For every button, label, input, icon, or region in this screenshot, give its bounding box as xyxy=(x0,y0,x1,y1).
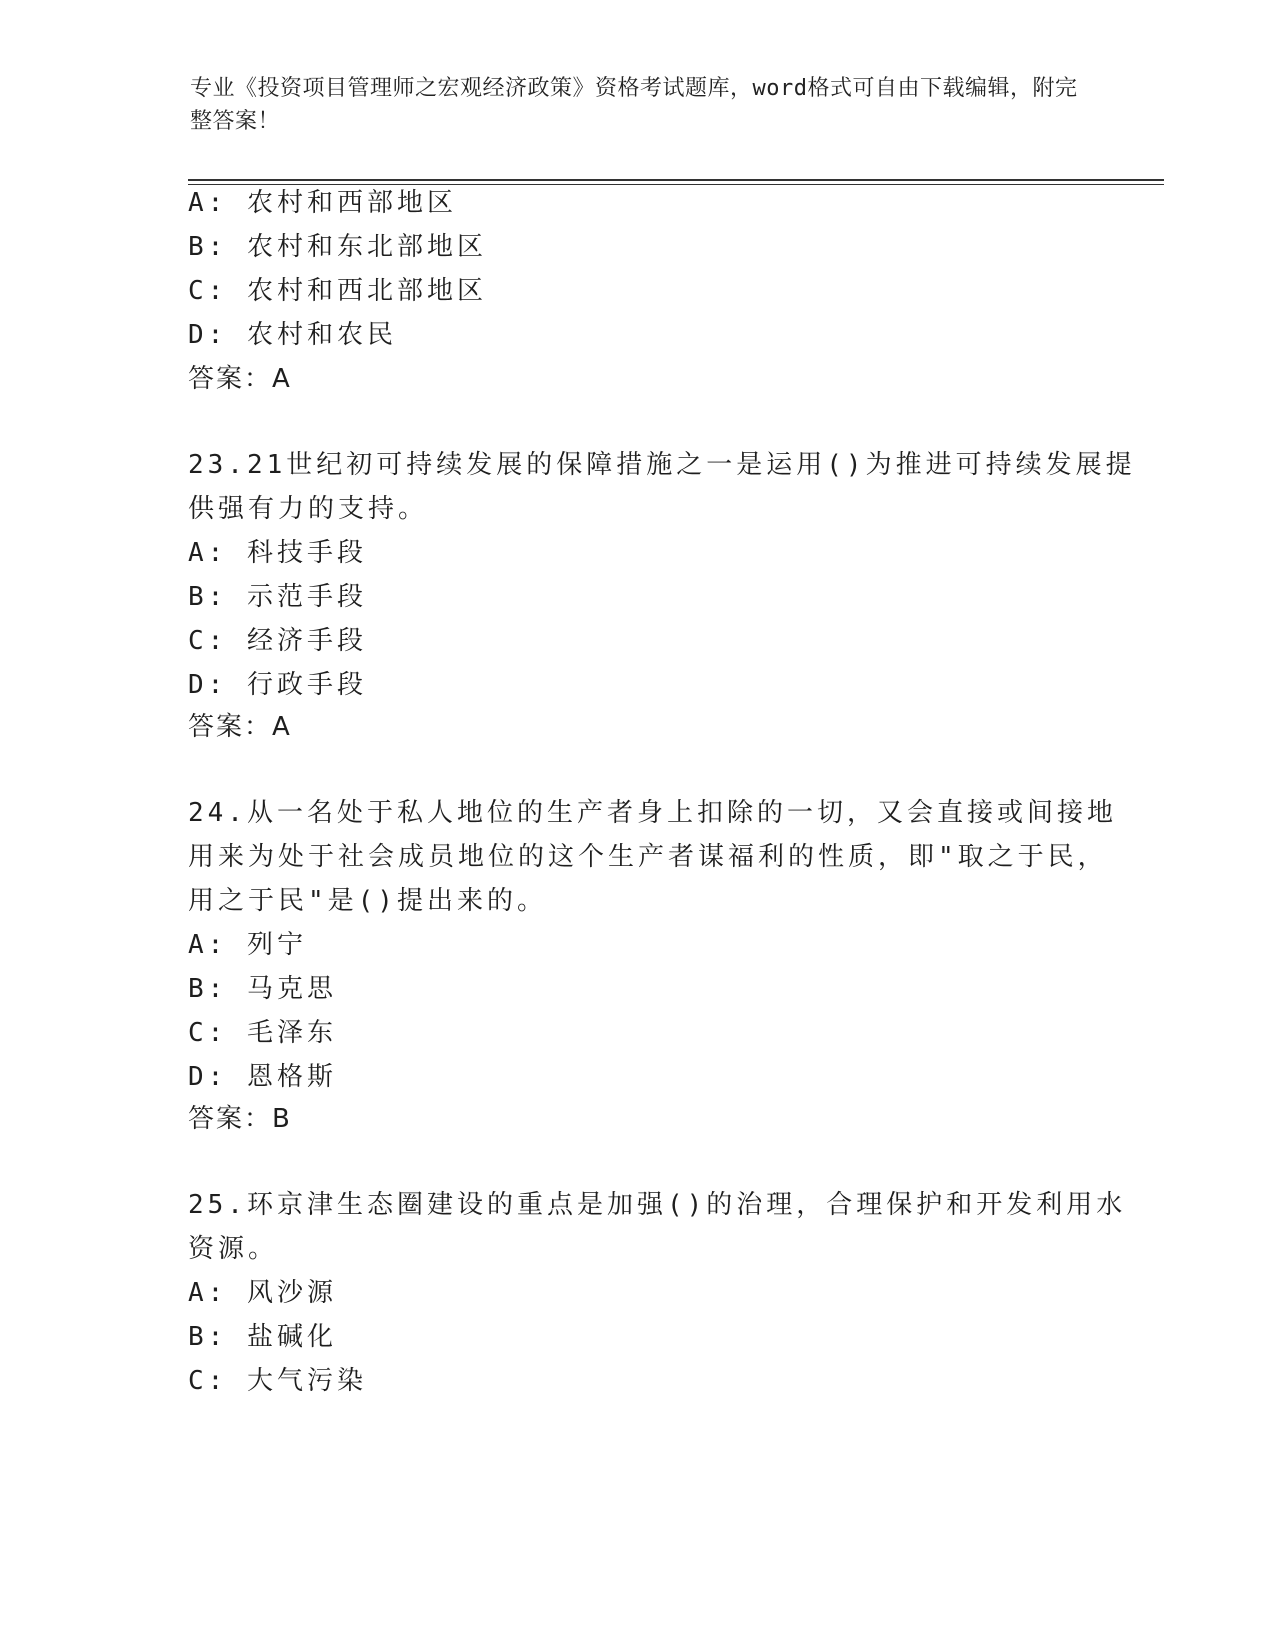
q23-option-a: A: 科技手段 xyxy=(188,538,367,568)
q23-option-c: C: 经济手段 xyxy=(188,626,367,656)
q24-stem-line-2: 用来为处于社会成员地位的这个生产者谋福利的性质，即"取之于民， xyxy=(188,842,1108,872)
q22-answer: 答案：A xyxy=(188,364,292,394)
q22-option-d: D: 农村和农民 xyxy=(188,320,397,350)
q23-stem-line-1: 23.21世纪初可持续发展的保障措施之一是运用()为推进可持续发展提 xyxy=(188,450,1136,480)
q25-stem-line-1: 25.环京津生态圈建设的重点是加强()的治理，合理保护和开发利用水 xyxy=(188,1190,1127,1220)
q22-option-a: A: 农村和西部地区 xyxy=(188,188,457,218)
q25-option-a: A: 风沙源 xyxy=(188,1278,337,1308)
q24-option-c: C: 毛泽东 xyxy=(188,1018,337,1048)
q24-option-d: D: 恩格斯 xyxy=(188,1062,337,1092)
q25-option-b: B: 盐碱化 xyxy=(188,1322,337,1352)
document-header: 专业《投资项目管理师之宏观经济政策》资格考试题库，word格式可自由下载编辑，附完整答案！ xyxy=(190,76,1078,134)
q25-option-c: C: 大气污染 xyxy=(188,1366,367,1396)
q23-option-b: B: 示范手段 xyxy=(188,582,367,612)
q24-stem-line-1: 24.从一名处于私人地位的生产者身上扣除的一切，又会直接或间接地 xyxy=(188,798,1117,828)
q24-stem-line-3: 用之于民"是()提出来的。 xyxy=(188,886,547,916)
q22-option-c: C: 农村和西北部地区 xyxy=(188,276,487,306)
q23-answer: 答案：A xyxy=(188,712,292,742)
header-divider-thin xyxy=(188,184,1164,185)
q24-answer: 答案：B xyxy=(188,1104,292,1134)
q24-option-b: B: 马克思 xyxy=(188,974,337,1004)
q24-option-a: A: 列宁 xyxy=(188,930,307,960)
q25-stem-line-2: 资源。 xyxy=(188,1234,279,1264)
header-divider-thick xyxy=(188,179,1164,181)
q23-option-d: D: 行政手段 xyxy=(188,670,367,700)
q23-stem-line-2: 供强有力的支持。 xyxy=(188,494,429,524)
q22-option-b: B: 农村和东北部地区 xyxy=(188,232,487,262)
